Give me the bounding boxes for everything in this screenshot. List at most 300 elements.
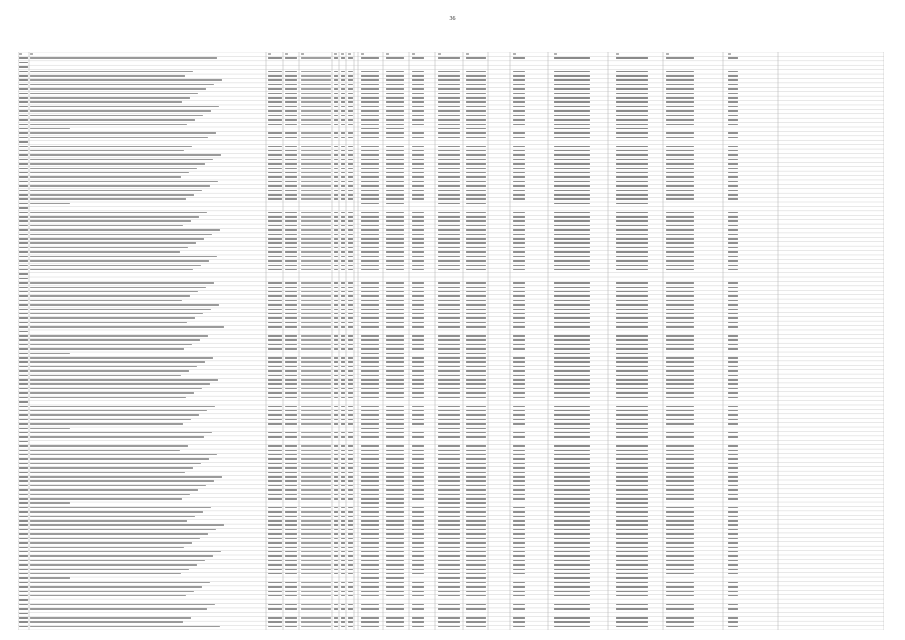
table-cell — [666, 79, 694, 81]
table-cell — [334, 392, 338, 394]
table-cell — [30, 225, 183, 227]
table-cell — [334, 445, 338, 447]
table-cell — [361, 450, 379, 452]
table-cell — [301, 582, 331, 584]
table-cell — [334, 547, 338, 549]
table-cell — [666, 282, 694, 284]
table-cell — [412, 555, 424, 557]
table-cell — [412, 185, 424, 187]
table-cell — [361, 361, 379, 363]
table-cell — [19, 577, 28, 579]
table-cell — [466, 181, 486, 183]
table-cell — [728, 101, 738, 103]
table-cell — [438, 238, 460, 240]
table-cell — [666, 410, 694, 412]
table-cell — [554, 595, 590, 597]
table-cell — [386, 282, 404, 284]
table-cell — [30, 176, 181, 178]
table-cell — [348, 168, 353, 170]
table-cell — [348, 414, 353, 416]
table-cell — [19, 115, 28, 117]
table-cell — [386, 79, 404, 81]
table-cell — [30, 370, 189, 372]
table-cell — [334, 604, 338, 606]
table-cell — [334, 247, 338, 249]
table-cell — [666, 229, 694, 231]
table-cell — [19, 608, 28, 610]
table-cell — [412, 472, 424, 474]
table-cell — [386, 216, 404, 218]
table-cell — [268, 339, 282, 341]
table-cell — [348, 247, 353, 249]
table-cell — [341, 494, 345, 496]
table-cell — [301, 538, 331, 540]
table-cell — [30, 309, 211, 311]
table-cell — [466, 463, 486, 465]
table-cell — [728, 287, 738, 289]
table-cell — [466, 309, 486, 311]
table-cell — [341, 375, 345, 377]
table-cell — [616, 428, 648, 430]
table-cell — [554, 348, 590, 350]
table-cell — [19, 163, 28, 165]
table-cell — [334, 185, 338, 187]
table-cell — [301, 216, 331, 218]
table-cell — [334, 344, 338, 346]
table-cell — [513, 88, 525, 90]
table-cell — [386, 146, 404, 148]
table-cell — [412, 458, 424, 460]
table-cell — [348, 335, 353, 337]
table-cell — [386, 212, 404, 214]
table-cell — [666, 621, 694, 623]
table-cell — [19, 181, 28, 183]
table-cell — [301, 326, 331, 328]
table-cell — [30, 436, 204, 438]
table-cell — [348, 234, 353, 236]
table-cell — [513, 269, 525, 271]
table-cell — [412, 238, 424, 240]
table-cell — [438, 547, 460, 549]
table-cell — [341, 344, 345, 346]
table-cell — [30, 410, 207, 412]
table-cell — [513, 220, 525, 222]
table-cell — [334, 621, 338, 623]
table-cell — [438, 520, 460, 522]
table-cell — [554, 71, 590, 73]
table-cell — [616, 93, 648, 95]
table-cell — [728, 472, 738, 474]
table-cell — [386, 251, 404, 253]
table-cell — [268, 392, 282, 394]
table-cell — [334, 564, 338, 566]
table-cell — [513, 234, 525, 236]
table-cell — [728, 524, 738, 526]
table-cell — [301, 591, 331, 593]
table-cell — [341, 573, 345, 575]
table-cell — [285, 529, 297, 531]
table-cell — [554, 119, 590, 121]
table-cell — [268, 119, 282, 121]
table-cell — [285, 357, 297, 359]
row-number — [19, 599, 28, 601]
table-cell — [513, 124, 525, 126]
table-cell — [348, 450, 353, 452]
table-cell — [438, 146, 460, 148]
table-cell — [348, 626, 353, 628]
table-cell — [412, 234, 424, 236]
table-cell — [341, 309, 345, 311]
table-cell — [19, 84, 28, 86]
row-number — [19, 207, 28, 209]
table-cell — [341, 388, 345, 390]
table-cell — [616, 573, 648, 575]
table-cell — [616, 339, 648, 341]
table-cell — [19, 269, 28, 271]
table-cell — [728, 212, 738, 214]
table-cell — [348, 533, 353, 535]
table-cell — [268, 604, 282, 606]
table-cell — [386, 154, 404, 156]
table-cell — [348, 348, 353, 350]
table-cell — [438, 511, 460, 513]
table-cell — [666, 291, 694, 293]
table-cell — [513, 172, 525, 174]
table-cell — [412, 467, 424, 469]
table-cell — [19, 71, 28, 73]
table-cell — [30, 242, 196, 244]
table-cell — [30, 560, 205, 562]
table-cell — [412, 220, 424, 222]
table-cell — [438, 163, 460, 165]
table-cell — [438, 256, 460, 258]
table-cell — [728, 265, 738, 267]
table-cell — [554, 247, 590, 249]
table-cell — [348, 463, 353, 465]
table-cell — [334, 57, 338, 59]
row-number — [19, 331, 28, 333]
table-cell — [438, 242, 460, 244]
table-cell — [348, 555, 353, 557]
table-cell — [19, 260, 28, 262]
table-cell — [386, 75, 404, 77]
table-cell — [466, 458, 486, 460]
table-cell — [513, 476, 525, 478]
table-cell — [666, 287, 694, 289]
table-cell — [341, 159, 345, 161]
table-cell — [30, 260, 209, 262]
table-cell — [616, 79, 648, 81]
table-cell — [348, 547, 353, 549]
table-cell — [466, 511, 486, 513]
table-cell — [554, 194, 590, 196]
table-cell — [301, 79, 331, 81]
table-cell — [438, 564, 460, 566]
table-cell — [386, 419, 404, 421]
table-cell — [30, 586, 202, 588]
table-cell — [285, 260, 297, 262]
table-cell — [666, 132, 694, 134]
table-cell — [361, 529, 379, 531]
table-cell — [666, 542, 694, 544]
table-cell — [728, 172, 738, 174]
table-cell — [341, 621, 345, 623]
table-cell — [30, 326, 224, 328]
table-cell — [513, 414, 525, 416]
table-cell — [19, 344, 28, 346]
table-cell — [301, 445, 331, 447]
table-cell — [513, 251, 525, 253]
table-cell — [268, 242, 282, 244]
table-cell — [386, 595, 404, 597]
table-cell — [616, 322, 648, 324]
table-cell — [438, 282, 460, 284]
table-cell — [341, 216, 345, 218]
table-cell — [348, 485, 353, 487]
table-cell — [285, 485, 297, 487]
table-cell — [728, 414, 738, 416]
table-cell — [616, 582, 648, 584]
table-cell — [513, 375, 525, 377]
table-cell — [554, 494, 590, 496]
table-cell — [334, 436, 338, 438]
table-cell — [348, 216, 353, 218]
table-cell — [285, 489, 297, 491]
table-cell — [466, 551, 486, 553]
table-cell — [361, 247, 379, 249]
table-cell — [361, 216, 379, 218]
table-cell — [386, 551, 404, 553]
table-cell — [666, 454, 694, 456]
table-cell — [666, 547, 694, 549]
table-cell — [412, 88, 424, 90]
table-cell — [341, 185, 345, 187]
table-cell — [334, 313, 338, 315]
table-cell — [301, 366, 331, 368]
table-cell — [666, 361, 694, 363]
table-cell — [19, 524, 28, 526]
table-cell — [412, 335, 424, 337]
table-cell — [616, 454, 648, 456]
table-cell — [513, 480, 525, 482]
table-cell — [513, 458, 525, 460]
table-cell — [334, 507, 338, 509]
table-cell — [301, 406, 331, 408]
table-cell — [666, 591, 694, 593]
table-cell — [361, 128, 379, 130]
table-cell — [616, 564, 648, 566]
table-cell — [285, 617, 297, 619]
table-cell — [285, 101, 297, 103]
table-cell — [30, 88, 206, 90]
table-cell — [466, 194, 486, 196]
table-cell — [301, 242, 331, 244]
table-cell — [285, 507, 297, 509]
table-cell — [728, 626, 738, 628]
table-cell — [554, 480, 590, 482]
table-cell — [301, 383, 331, 385]
table-cell — [412, 357, 424, 359]
table-cell — [466, 608, 486, 610]
table-cell — [666, 379, 694, 381]
table-cell — [334, 137, 338, 139]
table-cell — [728, 560, 738, 562]
table-cell — [466, 379, 486, 381]
table-cell — [412, 524, 424, 526]
table-cell — [728, 388, 738, 390]
table-cell — [334, 88, 338, 90]
table-cell — [268, 582, 282, 584]
table-cell — [19, 463, 28, 465]
table-cell — [301, 361, 331, 363]
table-cell — [616, 617, 648, 619]
table-cell — [341, 256, 345, 258]
table-cell — [301, 379, 331, 381]
table-cell — [554, 547, 590, 549]
table-cell — [19, 582, 28, 584]
table-cell — [19, 538, 28, 540]
table-cell — [341, 604, 345, 606]
table-cell — [412, 115, 424, 117]
table-cell — [513, 322, 525, 324]
table-cell — [438, 472, 460, 474]
table-cell — [301, 198, 331, 200]
table-cell — [341, 348, 345, 350]
table-cell — [666, 146, 694, 148]
table-cell — [386, 555, 404, 557]
table-cell — [301, 291, 331, 293]
table-cell — [438, 454, 460, 456]
table-cell — [301, 71, 331, 73]
table-cell — [285, 370, 297, 372]
table-cell — [341, 146, 345, 148]
table-cell — [616, 287, 648, 289]
table-cell — [466, 93, 486, 95]
table-cell — [666, 110, 694, 112]
table-cell — [666, 260, 694, 262]
table-cell — [513, 419, 525, 421]
table-cell — [666, 582, 694, 584]
table-cell — [285, 591, 297, 593]
table-cell — [513, 617, 525, 619]
table-cell — [616, 591, 648, 593]
table-cell — [341, 458, 345, 460]
table-cell — [728, 159, 738, 161]
table-cell — [386, 428, 404, 430]
table-cell — [334, 555, 338, 557]
table-cell — [341, 97, 345, 99]
table-cell — [30, 595, 186, 597]
table-cell — [666, 494, 694, 496]
table-cell — [301, 423, 331, 425]
table-cell — [616, 124, 648, 126]
table-cell — [412, 498, 424, 500]
table-cell — [386, 573, 404, 575]
table-cell — [666, 586, 694, 588]
table-cell — [438, 247, 460, 249]
table-cell — [554, 489, 590, 491]
table-cell — [666, 538, 694, 540]
table-cell — [268, 198, 282, 200]
table-cell — [554, 392, 590, 394]
table-cell — [438, 79, 460, 81]
table-cell — [728, 542, 738, 544]
table-cell — [728, 110, 738, 112]
table-cell — [30, 494, 190, 496]
table-cell — [412, 406, 424, 408]
table-cell — [386, 502, 404, 504]
table-cell — [19, 366, 28, 368]
table-cell — [285, 172, 297, 174]
table-cell — [666, 370, 694, 372]
table-cell — [728, 269, 738, 271]
table-cell — [554, 220, 590, 222]
table-cell — [386, 560, 404, 562]
table-cell — [19, 256, 28, 258]
table-cell — [616, 256, 648, 258]
table-cell — [19, 458, 28, 460]
table-cell — [19, 159, 28, 161]
table-cell — [334, 115, 338, 117]
table-cell — [386, 406, 404, 408]
table-cell — [728, 485, 738, 487]
table-cell — [666, 450, 694, 452]
table-cell — [285, 472, 297, 474]
table-cell — [341, 124, 345, 126]
table-cell — [301, 185, 331, 187]
table-cell — [19, 573, 28, 575]
table-cell — [554, 84, 590, 86]
table-cell — [334, 242, 338, 244]
table-cell — [19, 168, 28, 170]
table-cell — [386, 463, 404, 465]
table-cell — [348, 621, 353, 623]
table-cell — [616, 383, 648, 385]
table-cell — [616, 551, 648, 553]
table-cell — [438, 168, 460, 170]
table-cell — [361, 291, 379, 293]
table-cell — [361, 560, 379, 562]
table-cell — [19, 313, 28, 315]
table-cell — [268, 229, 282, 231]
table-cell — [30, 542, 192, 544]
table-cell — [268, 538, 282, 540]
table-cell — [554, 542, 590, 544]
table-cell — [301, 194, 331, 196]
table-cell — [361, 551, 379, 553]
table-cell — [334, 485, 338, 487]
table-cell — [341, 516, 345, 518]
table-cell — [466, 626, 486, 628]
table-cell — [19, 480, 28, 482]
table-cell — [348, 476, 353, 478]
table-cell — [30, 520, 187, 522]
table-cell — [554, 516, 590, 518]
table-cell — [361, 163, 379, 165]
table-cell — [554, 361, 590, 363]
table-cell — [285, 406, 297, 408]
table-cell — [554, 524, 590, 526]
table-cell — [334, 97, 338, 99]
table-cell — [341, 423, 345, 425]
table-cell — [348, 75, 353, 77]
table-cell — [438, 344, 460, 346]
table-cell — [616, 375, 648, 377]
table-cell — [554, 383, 590, 385]
table-cell — [554, 472, 590, 474]
table-cell — [438, 260, 460, 262]
table-cell — [301, 467, 331, 469]
